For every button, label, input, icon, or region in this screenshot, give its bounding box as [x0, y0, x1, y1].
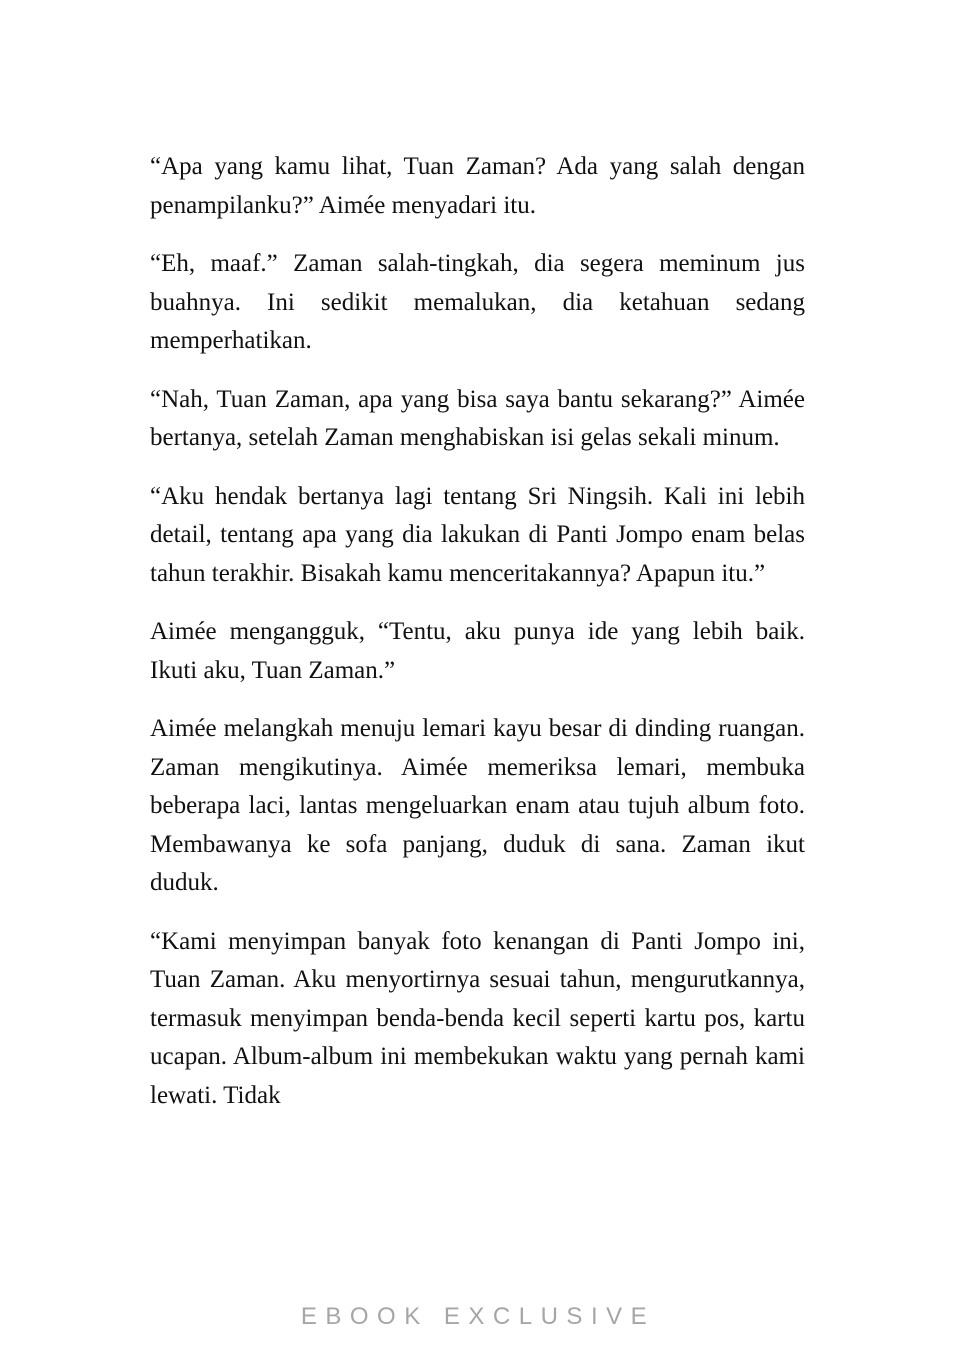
paragraph-1: “Apa yang kamu lihat, Tuan Zaman? Ada yang salah dengan penampilanku?” Aimée menyadari itu. [150, 153, 805, 219]
paragraph-5: Aimée mengangguk, “Tentu, aku punya ide yang lebih baik. Ikuti aku, Tuan Zaman.” [150, 618, 805, 684]
paragraph-4: “Aku hendak bertanya lagi tentang Sri Ningsih. Kali ini lebih detail, tentang apa yang dia lakukan di Panti Jompo enam belas tahun terakhir. Bisakah kamu menceritakannya? Apapun itu.” [150, 482, 805, 587]
paragraph-3: “Nah, Tuan Zaman, apa yang bisa saya bantu sekarang?” Aimée bertanya, setelah Zaman menghabiskan isi gelas sekali minum. [150, 385, 805, 451]
body-text [150, 148, 805, 1135]
paragraph-6: Aimée melangkah menuju lemari kayu besar di dinding ruangan. Zaman mengikutinya. Aimée memeriksa lemari, membuka beberapa laci, lantas mengeluarkan enam atau tujuh album foto. Membawanya ke sofa panjang, duduk di sana. Zaman ikut duduk. [150, 715, 805, 896]
footer-watermark: EBOOK EXCLUSIVE [300, 1303, 656, 1330]
paragraph-2: “Eh, maaf.” Zaman salah-tingkah, dia segera meminum jus buahnya. Ini sedikit memalukan, dia ketahuan sedang memperhatikan. [150, 250, 805, 354]
paragraph-7: “Kami menyimpan banyak foto kenangan di Panti Jompo ini, Tuan Zaman. Aku menyortirnya sesuai tahun, mengurutkannya, termasuk menyimpan benda-benda kecil seperti kartu pos, kartu ucapan. Album-album ini membekukan waktu yang pernah kami lewati. Tidak [150, 927, 805, 1109]
